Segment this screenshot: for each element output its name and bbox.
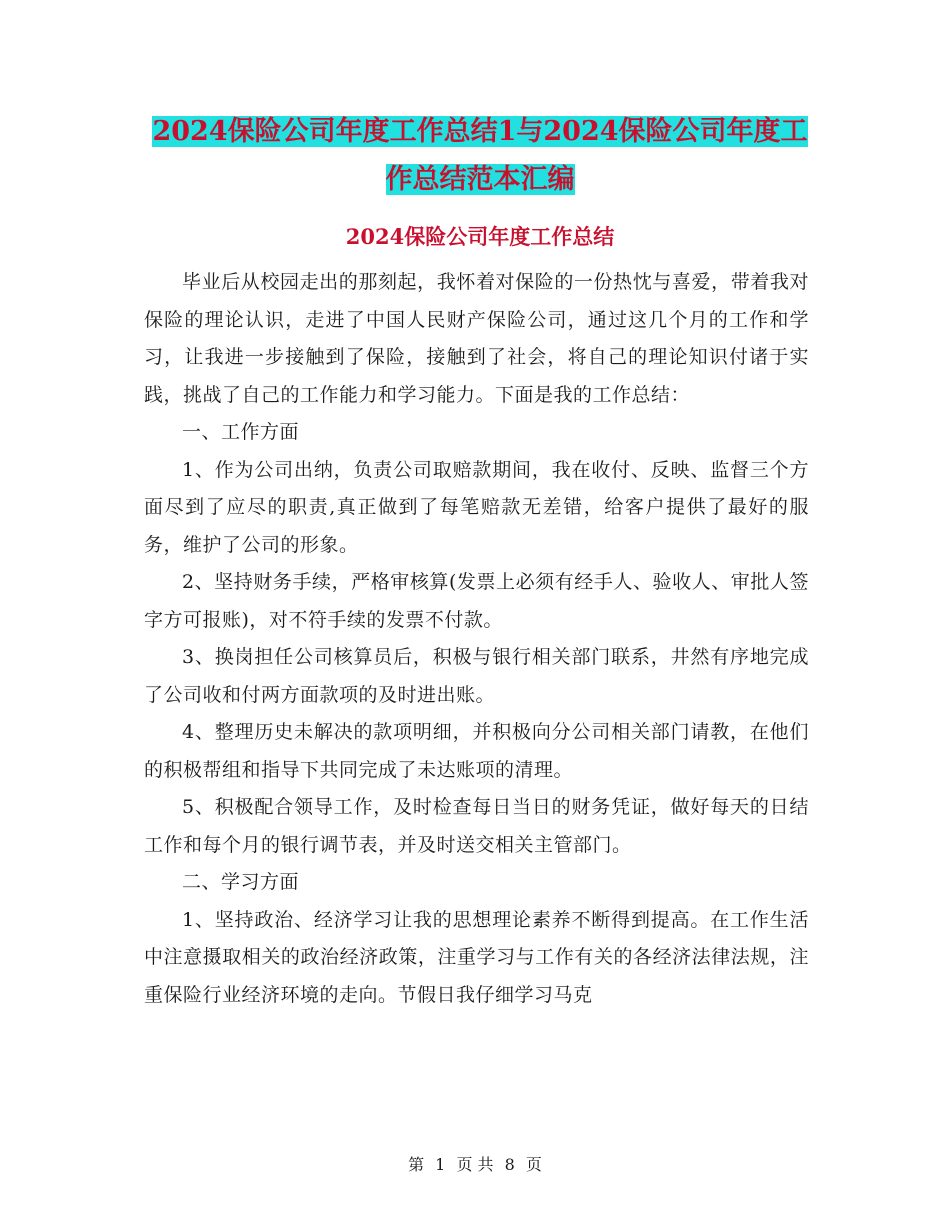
document-title bbox=[140, 108, 820, 204]
footer-current-page: 1 bbox=[435, 1155, 446, 1174]
footer-suffix: 页 bbox=[525, 1155, 542, 1174]
paragraph: 3、换岗担任公司核算员后，积极与银行相关部门联系，井然有序地完成了公司收和付两方面款项的及时进出账。 bbox=[144, 646, 809, 706]
document-title-line2: 作总结范本汇编 bbox=[385, 164, 575, 195]
paragraph: 1、作为公司出纳，负责公司取赔款期间，我在收付、反映、监督三个方面尽到了应尽的职责,真正做到了每笔赔款无差错，给客户提供了最好的服务，维护了公司的形象。 bbox=[144, 458, 809, 556]
page-footer bbox=[0, 1152, 950, 1175]
paragraph: 1、坚持政治、经济学习让我的思想理论素养不断得到提高。在工作生活中注意摄取相关的政治经济政策，注重学习与工作有关的各经济法律法规，注重保险行业经济环境的走向。节假日我仔细学习马克 bbox=[144, 908, 809, 1006]
section-title: 2024保险公司年度工作总结 bbox=[345, 224, 615, 249]
footer-mid: 页 共 bbox=[456, 1155, 494, 1174]
document-title-line1: 2024保险公司年度工作总结1与2024保险公司年度工 bbox=[152, 116, 808, 147]
paragraph: 二、学习方面 bbox=[182, 871, 300, 893]
document-body bbox=[144, 264, 809, 1014]
paragraph: 一、工作方面 bbox=[182, 421, 300, 443]
paragraph: 2、坚持财务手续，严格审核算(发票上必须有经手人、验收人、审批人签字方可报账)，对不符手续的发票不付款。 bbox=[144, 571, 809, 631]
footer-total-pages: 8 bbox=[504, 1155, 515, 1174]
footer-prefix: 第 bbox=[408, 1155, 425, 1174]
paragraph: 毕业后从校园走出的那刻起，我怀着对保险的一份热忱与喜爱，带着我对保险的理论认识，走进了中国人民财产保险公司，通过这几个月的工作和学习，让我进一步接触到了保险，接触到了社会，将自己的理论知识付诸于实践，挑战了自己的工作能力和学习能力。下面是我的工作总结： bbox=[144, 271, 809, 406]
paragraph: 5、积极配合领导工作，及时检查每日当日的财务凭证，做好每天的日结工作和每个月的银行调节表，并及时送交相关主管部门。 bbox=[144, 796, 809, 856]
paragraph: 4、整理历史未解决的款项明细，并积极向分公司相关部门请教，在他们的积极帮组和指导下共同完成了未达账项的清理。 bbox=[144, 721, 809, 781]
